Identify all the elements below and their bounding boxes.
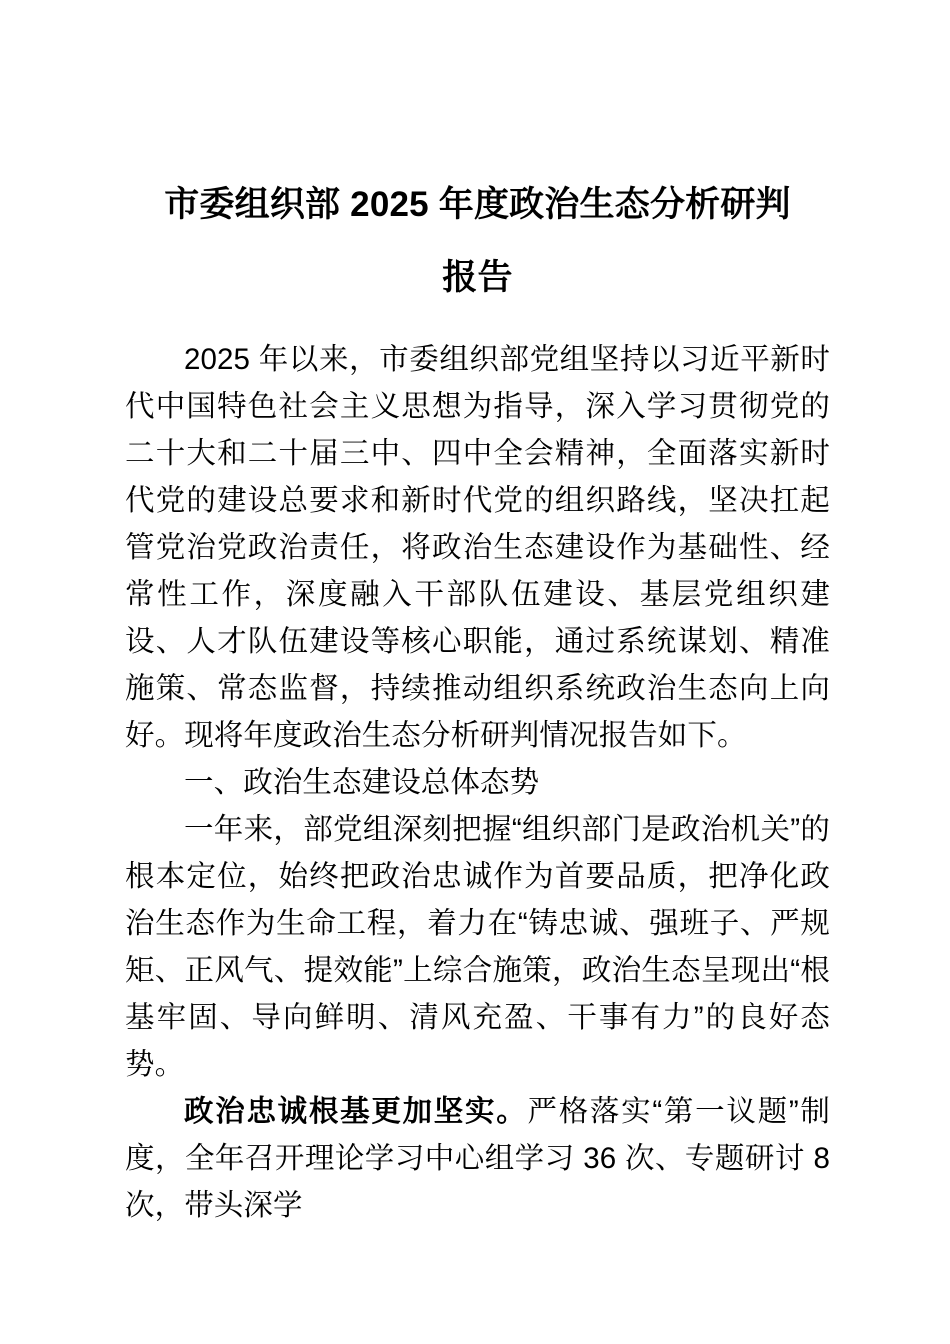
political-loyalty-paragraph	[125, 1088, 830, 1229]
document-title	[125, 168, 830, 314]
political-loyalty-lead: 政治忠诚根基更加坚实。	[184, 1095, 528, 1128]
document-title-line-2: 报告	[442, 258, 513, 297]
overall-situation-paragraph: 一年来，部党组深刻把握“组织部门是政治机关”的根本定位，始终把政治忠诚作为首要品质，把净化政治生态作为生命工程，着力在“铸忠诚、强班子、严规矩、正风气、提效能”上综合施策，政治生态呈现出“根基牢固、导向鲜明、清风充盈、干事有力”的良好态势。	[125, 813, 830, 1081]
document-title-line-1: 市委组织部 2025 年度政治生态分析研判	[164, 185, 791, 224]
document-body	[125, 336, 830, 1229]
opening-paragraph: 2025 年以来，市委组织部党组坚持以习近平新时代中国特色社会主义思想为指导，深入学习贯彻党的二十大和二十届三中、四中全会精神，全面落实新时代党的建设总要求和新时代党的组织路线，坚决扛起管党治党政治责任，将政治生态建设作为基础性、经常性工作，深度融入干部队伍建设、基层党组织建设、人才队伍建设等核心职能，通过系统谋划、精准施策、常态监督，持续推动组织系统政治生态向上向好。现将年度政治生态分析研判情况报告如下。	[125, 343, 830, 752]
section-heading-1: 一、政治生态建设总体态势	[184, 766, 540, 799]
document-content-column	[125, 0, 830, 1229]
title-top-spacer	[125, 0, 830, 168]
political-loyalty-body: 严格落实“第一议题”制度，全年召开理论学习中心组学习 36 次、专题研讨 8 次，带头深学	[125, 1095, 830, 1222]
